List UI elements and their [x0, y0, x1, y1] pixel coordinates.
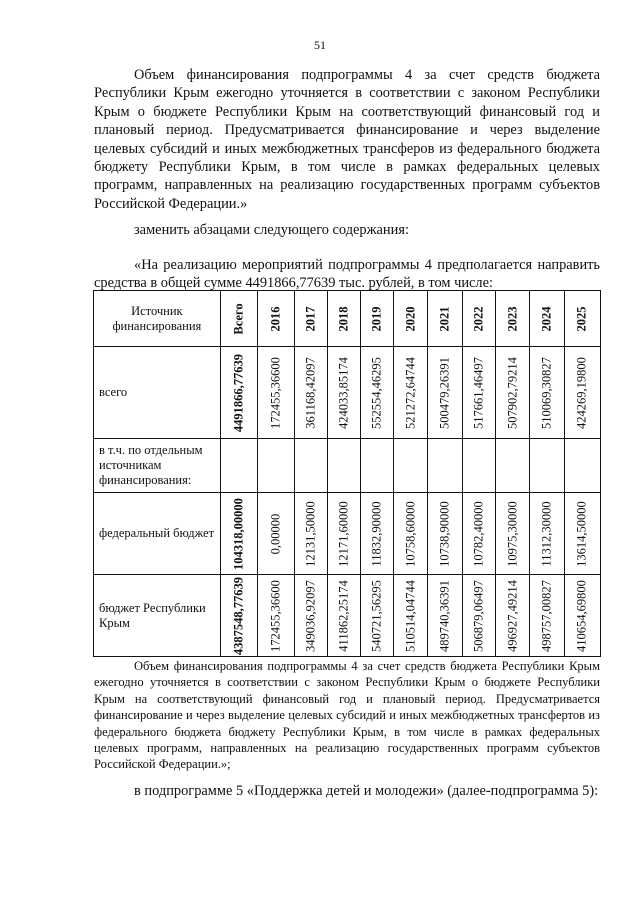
value-cell: 4491866,77639 [220, 347, 257, 439]
value-cell: 11312,30000 [530, 493, 564, 575]
value-cell [220, 439, 257, 493]
paragraph-subprogram-5: в подпрограмме 5 «Поддержка детей и молодежи» (далее-подпрограмма 5): [134, 783, 599, 799]
value-cell [496, 439, 530, 493]
value-cell: 498757,00827 [530, 575, 564, 657]
header-year: 2019 [360, 291, 393, 347]
value-cell: 11832,90000 [360, 493, 393, 575]
value-cell [462, 439, 495, 493]
paragraph-new-text: Объем финансирования подпрограммы 4 за счет средств бюджета Республики Крым ежегодно уточняется в соответствии с законом Республики Крым о бюджете Республики Крым на соответствующий финансовый год и плановый период. Предусматривается финансирование и через выделение целевых субсидий и иных межбюджетных трансфертов из федерального бюджета бюджету Республики Крым, в том числе в рамках федеральных целевых программ, направленных на реализацию государственных программ субъектов Российской Федерации.»; [94, 659, 600, 772]
value-cell [258, 439, 294, 493]
value-cell: 10738,90000 [428, 493, 462, 575]
header-year: 2021 [428, 291, 462, 347]
header-year: 2023 [496, 291, 530, 347]
header-year: 2020 [394, 291, 428, 347]
value-cell: 10758,60000 [394, 493, 428, 575]
row-label: в т.ч. по отдельным источникам финансирования: [94, 439, 221, 493]
paragraph-replace-instruction: заменить абзацами следующего содержания: [134, 222, 409, 238]
table-header-row [94, 291, 601, 347]
value-cell: 12171,60000 [327, 493, 360, 575]
row-label: всего [94, 347, 221, 439]
funding-table [93, 290, 601, 657]
value-cell [394, 439, 428, 493]
value-cell: 361168,42097 [294, 347, 327, 439]
value-cell [428, 439, 462, 493]
value-cell: 510514,04744 [394, 575, 428, 657]
value-cell: 13614,50000 [564, 493, 600, 575]
paragraph-new-intro: «На реализацию мероприятий подпрограммы 4 предполагается направить средства в общей сумме 4491866,77639 тыс. рублей, в том числе: [94, 257, 600, 292]
value-cell: 489740,36391 [428, 575, 462, 657]
value-cell: 172455,36600 [258, 575, 294, 657]
table-row-total [94, 347, 601, 439]
value-cell [564, 439, 600, 493]
header-year: 2022 [462, 291, 495, 347]
header-year: 2018 [327, 291, 360, 347]
value-cell: 521272,64744 [394, 347, 428, 439]
value-cell: 507902,79214 [496, 347, 530, 439]
value-cell: 517661,46497 [462, 347, 495, 439]
header-source: Источник финансирования [94, 291, 221, 347]
table-row-subheading [94, 439, 601, 493]
value-cell: 510069,30827 [530, 347, 564, 439]
table-row-federal [94, 493, 601, 575]
value-cell: 4387548,77639 [220, 575, 257, 657]
value-cell: 496927,49214 [496, 575, 530, 657]
value-cell: 424269,19800 [564, 347, 600, 439]
value-cell: 349036,92097 [294, 575, 327, 657]
value-cell [360, 439, 393, 493]
value-cell: 424033,85174 [327, 347, 360, 439]
value-cell: 12131,50000 [294, 493, 327, 575]
header-year: 2016 [258, 291, 294, 347]
value-cell [327, 439, 360, 493]
header-year: 2017 [294, 291, 327, 347]
value-cell: 506879,06497 [462, 575, 495, 657]
value-cell: 104318,00000 [220, 493, 257, 575]
value-cell: 411862,25174 [327, 575, 360, 657]
value-cell: 552554,46295 [360, 347, 393, 439]
value-cell: 540721,56295 [360, 575, 393, 657]
value-cell [294, 439, 327, 493]
value-cell [530, 439, 564, 493]
value-cell: 410654,69800 [564, 575, 600, 657]
value-cell: 500479,26391 [428, 347, 462, 439]
header-total: Всего [220, 291, 257, 347]
page-number: 51 [314, 38, 326, 52]
value-cell: 10782,40000 [462, 493, 495, 575]
table-row-crimea [94, 575, 601, 657]
row-label: бюджет Республики Крым [94, 575, 221, 657]
value-cell: 0,00000 [258, 493, 294, 575]
value-cell: 10975,30000 [496, 493, 530, 575]
paragraph-old-text: Объем финансирования подпрограммы 4 за счет средств бюджета Республики Крым ежегодно уточняется в соответствии с законом Республики Крым о бюджете Республики Крым на соответствующий финансовый год и плановый период. Предусматривается финансирование и через выделение целевых субсидий и иных межбюджетных трансферов из федерального бюджета бюджету Республики Крым, в том числе в рамках федеральных целевых программ, направленных на реализацию государственных программ субъектов Российской Федерации.» [94, 67, 600, 212]
header-year: 2024 [530, 291, 564, 347]
row-label: федеральный бюджет [94, 493, 221, 575]
value-cell: 172455,36600 [258, 347, 294, 439]
header-year: 2025 [564, 291, 600, 347]
